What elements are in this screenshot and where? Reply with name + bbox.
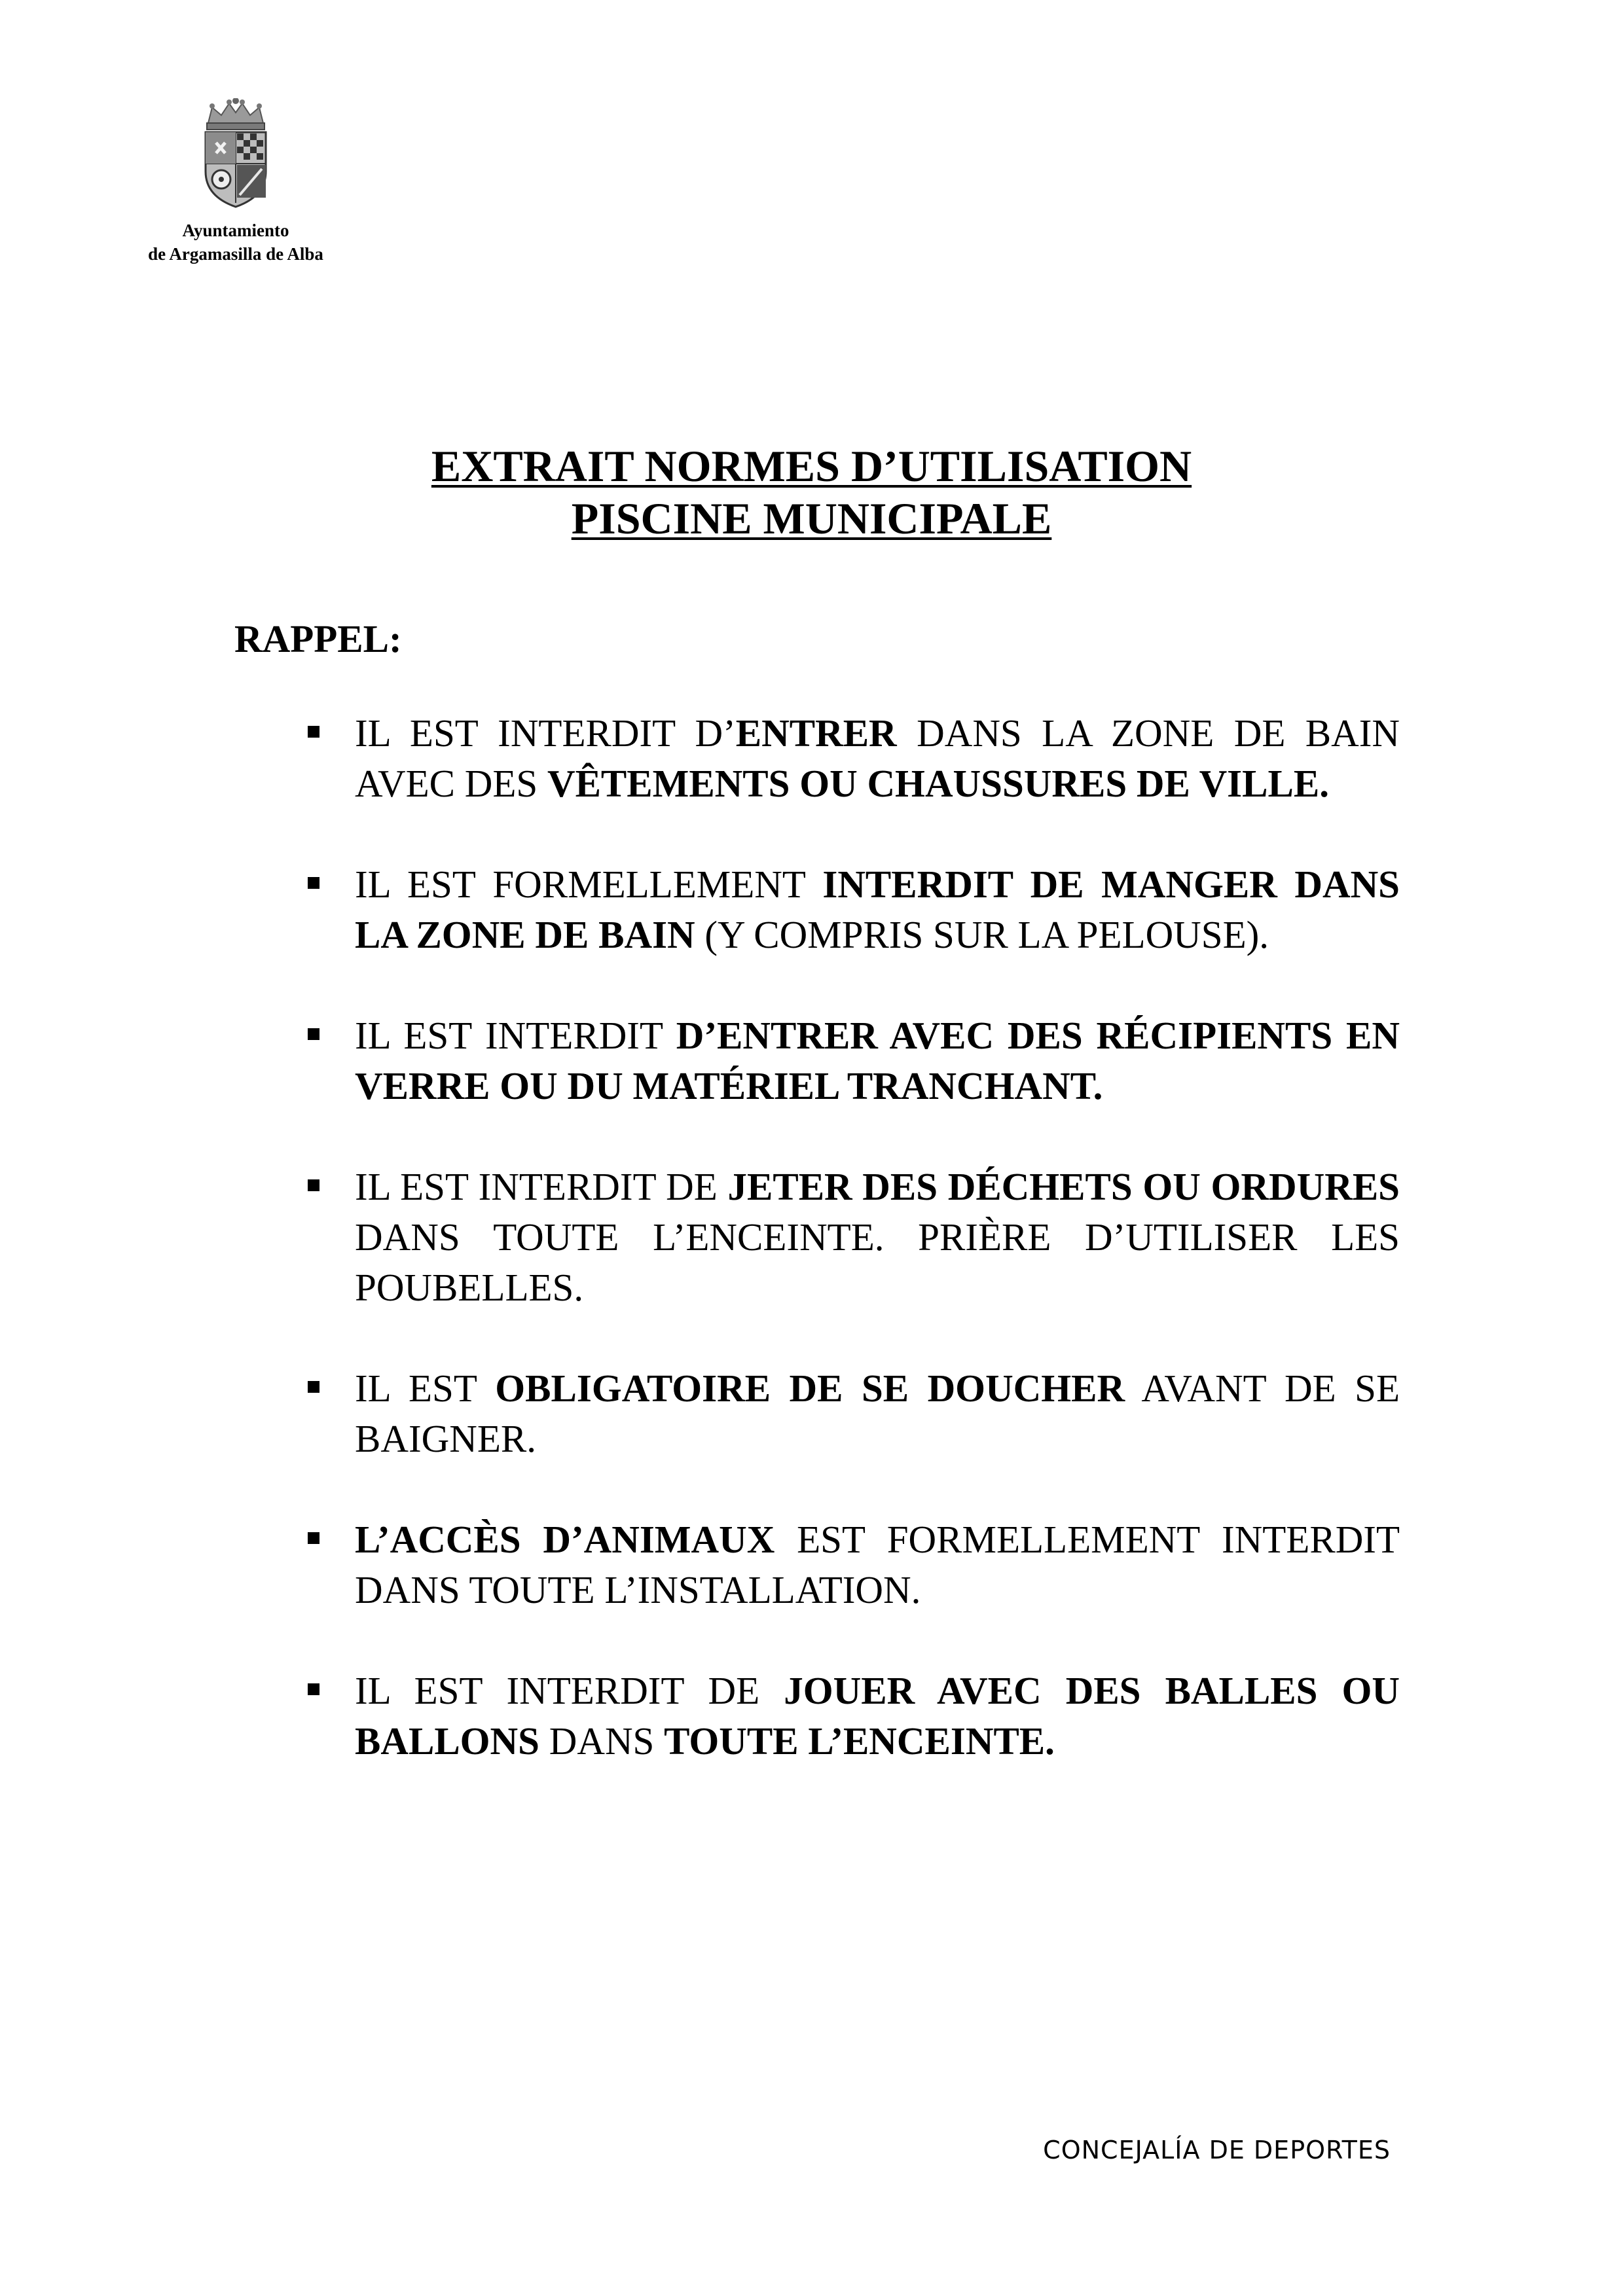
rule-text-emphasis: INTERDIT DE MANGER DANS LA ZONE DE BAIN: [355, 863, 1400, 956]
title-line1: EXTRAIT NORMES D’UTILISATION: [431, 441, 1192, 491]
square-bullet-icon: [308, 1381, 319, 1393]
letterhead: [111, 98, 360, 266]
rule-text: IL EST INTERDIT: [355, 1014, 676, 1057]
rule-text-emphasis: OBLIGATOIRE DE SE DOUCHER: [495, 1367, 1125, 1410]
square-bullet-icon: [308, 1179, 319, 1191]
rule-text: IL EST: [355, 1367, 496, 1410]
rule-text: AVANT DE SE BAIGNER.: [355, 1367, 1400, 1460]
rule-text: DANS LA ZONE DE BAIN AVEC DES: [355, 711, 1400, 805]
rule-text-emphasis: VÊTEMENTS OU CHAUSSURES DE VILLE.: [547, 762, 1329, 805]
footer-department: CONCEJALÍA DE DEPORTES: [1043, 2136, 1391, 2164]
rule-text-emphasis: JOUER AVEC DES BALLES OU BALLONS: [355, 1669, 1400, 1763]
rule-item: [308, 859, 1400, 960]
square-bullet-icon: [308, 1683, 319, 1695]
rule-text-emphasis: TOUTE L’ENCEINTE.: [664, 1719, 1055, 1763]
rule-item: [308, 1666, 1400, 1767]
rule-text: (Y COMPRIS SUR LA PELOUSE).: [695, 913, 1269, 956]
section-label: RAPPEL:: [234, 617, 402, 660]
rules-list: [308, 708, 1400, 1767]
rule-item: [308, 708, 1400, 809]
rule-text-emphasis: D’ENTRER AVEC DES RÉCIPIENTS EN VERRE OU DU MATÉRIEL TRANCHANT.: [355, 1014, 1400, 1107]
square-bullet-icon: [308, 726, 319, 738]
rule-text: IL EST INTERDIT DE: [355, 1669, 784, 1712]
rule-item: [308, 1162, 1400, 1313]
rule-item: [308, 1011, 1400, 1111]
rule-item: [308, 1515, 1400, 1615]
rule-item: [308, 1363, 1400, 1464]
square-bullet-icon: [308, 877, 319, 889]
rule-text-emphasis: L’ACCÈS D’ANIMAUX: [355, 1518, 775, 1561]
rule-text: EST FORMELLEMENT INTERDIT DANS TOUTE L’INSTALLATION.: [355, 1518, 1400, 1611]
square-bullet-icon: [308, 1028, 319, 1040]
org-name-line2: de Argamasilla de Alba: [148, 244, 323, 264]
rule-text: IL EST INTERDIT D’: [355, 711, 736, 755]
rule-text: IL EST INTERDIT DE: [355, 1165, 728, 1208]
rule-text-emphasis: JETER DES DÉCHETS OU ORDURES: [727, 1165, 1400, 1208]
org-name-line1: Ayuntamiento: [182, 221, 289, 240]
title-line2: PISCINE MUNICIPALE: [571, 493, 1052, 543]
rule-text: DANS: [539, 1719, 665, 1763]
rule-text-emphasis: ENTRER: [735, 711, 897, 755]
rule-text: DANS TOUTE L’ENCEINTE. PRIÈRE D’UTILISER LES POUBELLES.: [355, 1215, 1400, 1309]
square-bullet-icon: [308, 1532, 319, 1544]
coat-of-arms-icon: [196, 98, 275, 209]
rule-text: IL EST FORMELLEMENT: [355, 863, 823, 906]
document-title: [0, 440, 1623, 545]
